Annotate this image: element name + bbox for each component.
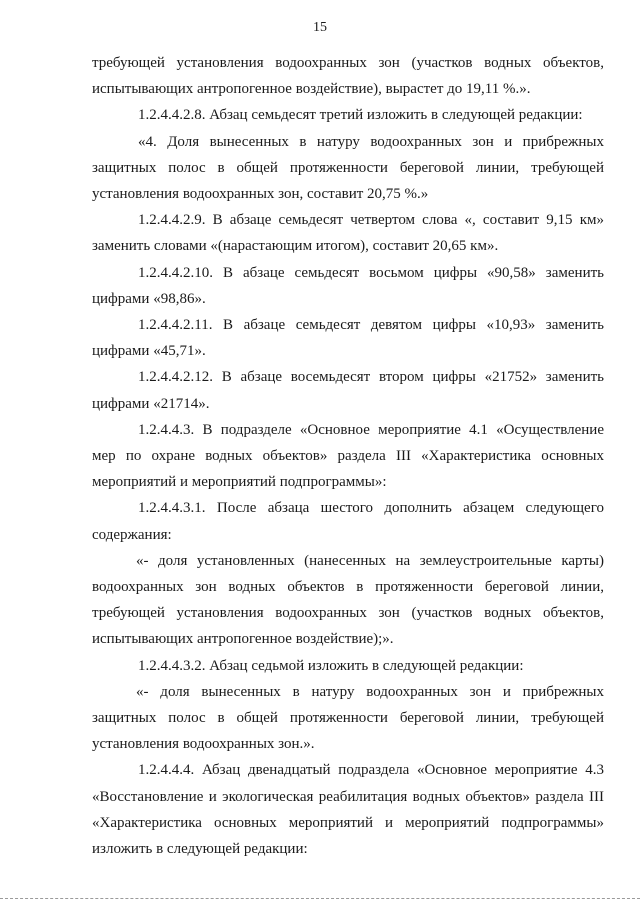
paragraph-quote-share-established: «- доля установленных (нанесенных на землеустроительные карты) водоохранных зон водных объектов в протяженности береговой линии, требующей установления водоохранных зон (участков водных объектов, испытывающих антропогенное воздействие);». <box>92 552 604 648</box>
paragraph-item-1-2-4-4-2-8: 1.2.4.4.2.8. Абзац семьдесят третий изложить в следующей редакции: <box>138 107 583 124</box>
page-number: 15 <box>313 20 327 35</box>
document-body <box>92 50 604 862</box>
paragraph-quote-share-marked: «- доля вынесенных в натуру водоохранных зон и прибрежных защитных полос в общей протяженности береговой линии, требующей установления водоохранных зон.». <box>92 683 604 753</box>
paragraph-quote-4: «4. Доля вынесенных в натуру водоохранных зон и прибрежных защитных полос в общей протяженности береговой линии, требующей установления водоохранных зон, составит 20,75 %.» <box>92 133 604 203</box>
paragraph-continuation: требующей установления водоохранных зон (участков водных объектов, испытывающих антропогенное воздействие), вырастет до 19,11 %.». <box>92 55 604 98</box>
paragraph-item-1-2-4-4-2-12: 1.2.4.4.2.12. В абзаце восемьдесят втором цифры «21752» заменить цифрами «21714». <box>92 369 604 412</box>
paragraph-item-1-2-4-4-3-2: 1.2.4.4.3.2. Абзац седьмой изложить в следующей редакции: <box>138 657 524 674</box>
paragraph-item-1-2-4-4-2-11: 1.2.4.4.2.11. В абзаце семьдесят девятом цифры «10,93» заменить цифрами «45,71». <box>92 317 604 360</box>
paragraph-item-1-2-4-4-2-9: 1.2.4.4.2.9. В абзаце семьдесят четвертом слова «, составит 9,15 км» заменить словами «(нарастающим итогом), составит 20,65 км». <box>92 212 604 255</box>
paragraph-item-1-2-4-4-3: 1.2.4.4.3. В подразделе «Основное мероприятие 4.1 «Осуществление мер по охране водных объектов» раздела III «Характеристика основных мероприятий и мероприятий подпрограммы»: <box>92 421 604 491</box>
paragraph-item-1-2-4-4-3-1: 1.2.4.4.3.1. После абзаца шестого дополнить абзацем следующего содержания: <box>92 500 604 543</box>
page-bottom-edge <box>0 898 640 899</box>
paragraph-item-1-2-4-4-4: 1.2.4.4.4. Абзац двенадцатый подраздела «Основное мероприятие 4.3 «Восстановление и экологическая реабилитация водных объектов» раздела III «Характеристика основных мероприятий и мероприятий подпрограммы» изложить в следующей редакции: <box>92 762 604 858</box>
paragraph-item-1-2-4-4-2-10: 1.2.4.4.2.10. В абзаце семьдесят восьмом цифры «90,58» заменить цифрами «98,86». <box>92 264 604 307</box>
